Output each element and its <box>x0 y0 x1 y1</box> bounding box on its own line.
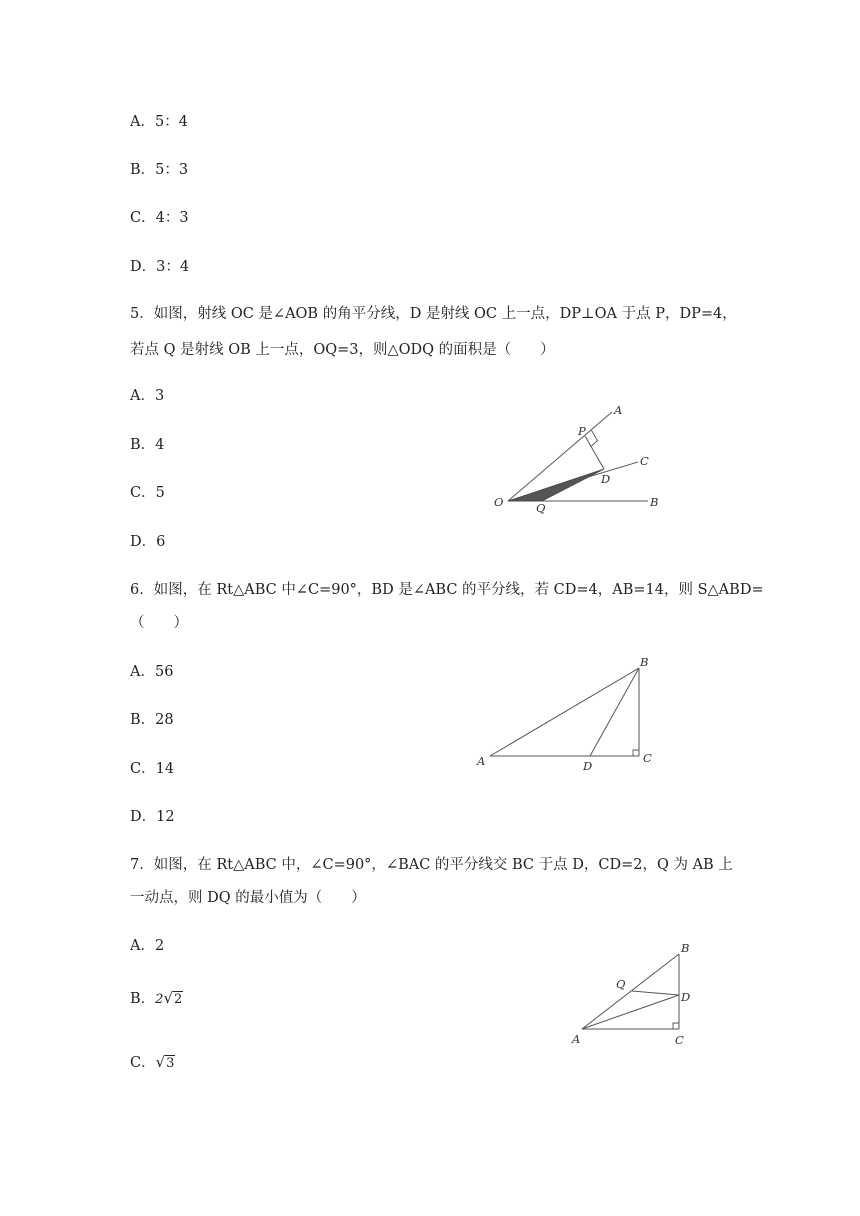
label-o: O <box>494 495 504 509</box>
q5-text-line1: 5．如图，射线 OC 是∠AOB 的角平分线，D 是射线 OC 上一点，DP⊥OA 于点 P，DP=4， <box>130 306 737 322</box>
segment-qd <box>632 991 679 995</box>
q6-figure <box>470 650 670 775</box>
label-b: B <box>650 495 659 509</box>
q7-option-c-prefix: C． <box>130 1055 156 1071</box>
label-a: A <box>572 1032 581 1046</box>
label-q: Q <box>536 501 546 515</box>
option-b: B．5：3 <box>130 162 189 178</box>
q7-option-b-coef: 2 <box>155 992 164 1007</box>
label-c: C <box>643 751 652 765</box>
q7-option-b-radicand: 2 <box>174 992 183 1007</box>
q5-option-b: B．4 <box>130 437 165 453</box>
label-b: B <box>640 655 649 669</box>
segment-dp <box>585 436 604 469</box>
label-d: D <box>583 759 593 773</box>
q7-text-line1: 7．如图，在 Rt△ABC 中，∠C=90°，∠BAC 的平分线交 BC 于点 D，CD=2，Q 为 AB 上 <box>130 857 733 873</box>
q6-option-d: D．12 <box>130 809 175 825</box>
q6-option-b: B．28 <box>130 712 174 728</box>
q6-option-c: C．14 <box>130 761 175 777</box>
option-a: A．5：4 <box>130 114 188 130</box>
segment-bd <box>590 668 639 756</box>
q7-option-c-radicand: 3 <box>166 1056 175 1071</box>
right-angle-mark <box>591 430 597 446</box>
q5-option-c: C．5 <box>130 485 165 501</box>
side-ab <box>582 954 679 1029</box>
sqrt-symbol: √3 <box>155 1053 175 1071</box>
segment-ad <box>582 995 679 1029</box>
label-b: B <box>681 941 690 955</box>
q7-option-b <box>130 988 183 1010</box>
q6-text-line1: 6．如图，在 Rt△ABC 中∠C=90°，BD 是∠ABC 的平分线，若 CD=4，AB=14，则 S△ABD= <box>130 582 764 598</box>
shaded-triangle-odq <box>508 469 604 501</box>
side-ab <box>490 668 639 756</box>
q7-option-c <box>130 1052 175 1074</box>
q6-option-a: A．56 <box>130 664 174 680</box>
q5-text-line2: 若点 Q 是射线 OB 上一点，OQ=3，则△ODQ 的面积是（ ） <box>130 342 555 358</box>
label-a: A <box>614 403 623 417</box>
label-d: D <box>601 472 611 486</box>
q6-text-line2: （ ） <box>130 615 188 631</box>
label-d: D <box>681 990 691 1004</box>
option-d: D．3：4 <box>130 259 190 275</box>
q7-option-a: A．2 <box>130 938 165 954</box>
label-c: C <box>675 1033 684 1047</box>
right-angle-mark <box>633 750 639 756</box>
option-c: C．4：3 <box>130 210 189 226</box>
q5-option-d: D．6 <box>130 534 166 550</box>
label-c: C <box>640 454 649 468</box>
label-p: P <box>578 424 586 438</box>
label-q: Q <box>616 977 626 991</box>
q5-figure <box>480 395 680 520</box>
q7-text-line2: 一动点，则 DQ 的最小值为（ ） <box>130 890 366 906</box>
label-a: A <box>477 754 486 768</box>
sqrt-symbol: √2 <box>163 989 183 1007</box>
q7-option-b-prefix: B． <box>130 991 156 1007</box>
q7-figure <box>565 935 715 1055</box>
right-angle-mark <box>673 1023 679 1029</box>
q5-option-a: A．3 <box>130 388 165 404</box>
